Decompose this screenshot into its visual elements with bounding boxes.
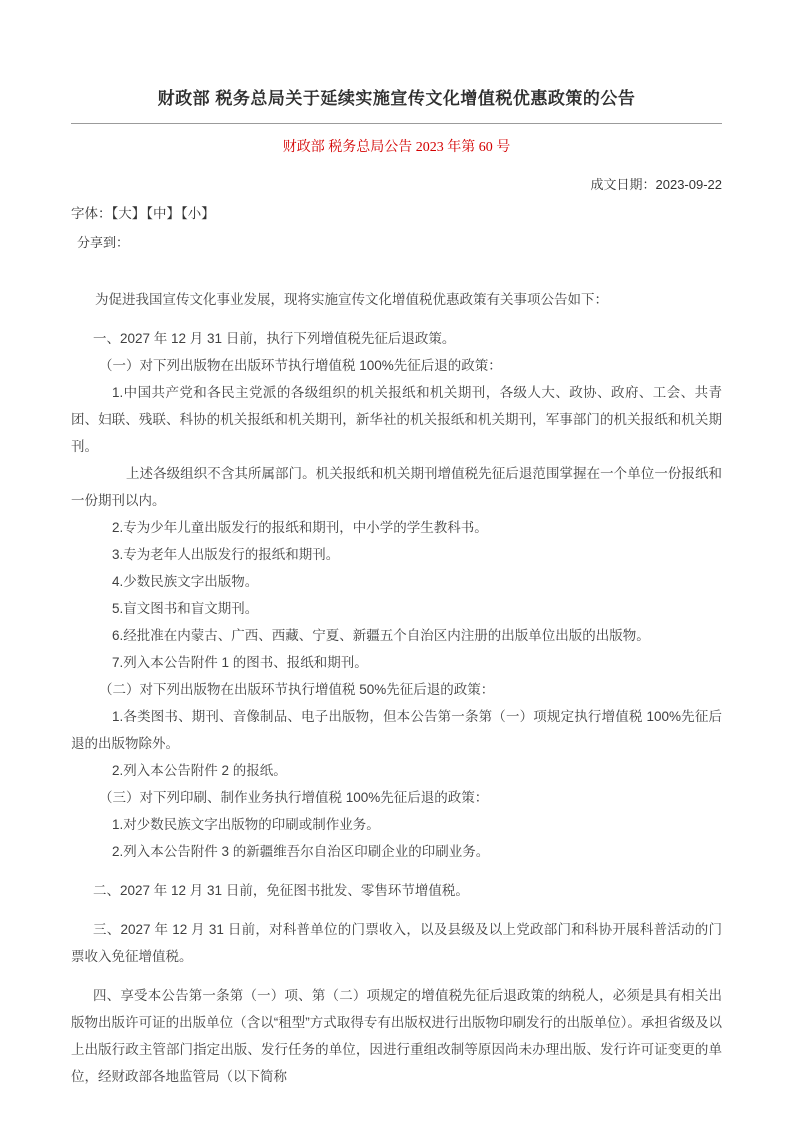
announcement-number: 财政部 税务总局公告 2023 年第 60 号 bbox=[282, 140, 511, 155]
paragraph: 7.列入本公告附件 1 的图书、报纸和期刊。 bbox=[112, 655, 368, 670]
title-divider bbox=[71, 123, 722, 124]
document-body bbox=[71, 286, 722, 1090]
paragraph: 3.专为老年人出版发行的报纸和期刊。 bbox=[112, 547, 340, 562]
paragraph: 4.少数民族文字出版物。 bbox=[112, 574, 259, 589]
paragraph: 2.列入本公告附件 2 的报纸。 bbox=[112, 763, 287, 778]
font-size-large-button[interactable]: 【大】 bbox=[111, 206, 146, 221]
paragraph: 1.对少数民族文字出版物的印刷或制作业务。 bbox=[112, 817, 380, 832]
paragraph: 二、2027 年 12 月 31 日前，免征图书批发、零售环节增值税。 bbox=[93, 883, 469, 898]
paragraph: 2.列入本公告附件 3 的新疆维吾尔自治区印刷企业的印刷业务。 bbox=[112, 844, 490, 859]
paragraph: 6.经批准在内蒙古、广西、西藏、宁夏、新疆五个自治区内注册的出版单位出版的出版物。 bbox=[112, 628, 650, 643]
share-label[interactable]: 分享到： bbox=[77, 235, 130, 250]
issue-date-label: 成文日期： bbox=[590, 177, 656, 192]
issue-date-row bbox=[71, 177, 722, 192]
paragraph: 三、2027 年 12 月 31 日前，对科普单位的门票收入，以及县级及以上党政部门和科协开展科普活动的门票收入免征增值税。 bbox=[71, 922, 722, 964]
paragraph: 一、2027 年 12 月 31 日前，执行下列增值税先征后退政策。 bbox=[93, 331, 456, 346]
paragraph: 为促进我国宣传文化事业发展，现将实施宣传文化增值税优惠政策有关事项公告如下： bbox=[95, 292, 608, 307]
paragraph: （一）对下列出版物在出版环节执行增值税 100%先征后退的政策： bbox=[99, 358, 502, 373]
paragraph: 上述各级组织不含其所属部门。机关报纸和机关期刊增值税先征后退范围掌握在一个单位一份报纸和一份期刊以内。 bbox=[71, 466, 722, 508]
paragraph: 2.专为少年儿童出版发行的报纸和期刊，中小学的学生教科书。 bbox=[112, 520, 488, 535]
document-content bbox=[71, 89, 722, 1090]
font-size-medium-button[interactable]: 【中】 bbox=[146, 206, 180, 221]
paragraph: （三）对下列印刷、制作业务执行增值税 100%先征后退的政策： bbox=[99, 790, 489, 805]
document-title: 财政部 税务总局关于延续实施宣传文化增值税优惠政策的公告 bbox=[157, 89, 636, 108]
paragraph: 1.中国共产党和各民主党派的各级组织的机关报纸和机关期刊，各级人大、政协、政府、工会、共青团、妇联、残联、科协的机关报纸和机关期刊，新华社的机关报纸和机关期刊，军事部门的机关报纸和机关期刊。 bbox=[71, 385, 722, 454]
font-size-small-button[interactable]: 【小】 bbox=[181, 206, 215, 221]
paragraph: （二）对下列出版物在出版环节执行增值税 50%先征后退的政策： bbox=[99, 682, 495, 697]
paragraph: 1.各类图书、期刊、音像制品、电子出版物，但本公告第一条第（一）项规定执行增值税 100%先征后退的出版物除外。 bbox=[71, 709, 722, 751]
paragraph: 四、享受本公告第一条第（一）项、第（二）项规定的增值税先征后退政策的纳税人，必须是具有相关出版物出版许可证的出版单位（含以“租型”方式取得专有出版权进行出版物印刷发行的出版单位）。承担省级及以上出版行政主管部门指定出版、发行任务的单位，因进行重组改制等原因尚未办理出版、发行许可证变更的单位，经财政部各地监管局（以下简称 bbox=[71, 988, 722, 1084]
paragraph: 5.盲文图书和盲文期刊。 bbox=[112, 601, 259, 616]
issue-date-value: 2023-09-22 bbox=[655, 177, 722, 192]
font-size-row bbox=[71, 206, 722, 222]
font-size-label: 字体： bbox=[71, 206, 112, 221]
share-row bbox=[71, 235, 722, 250]
